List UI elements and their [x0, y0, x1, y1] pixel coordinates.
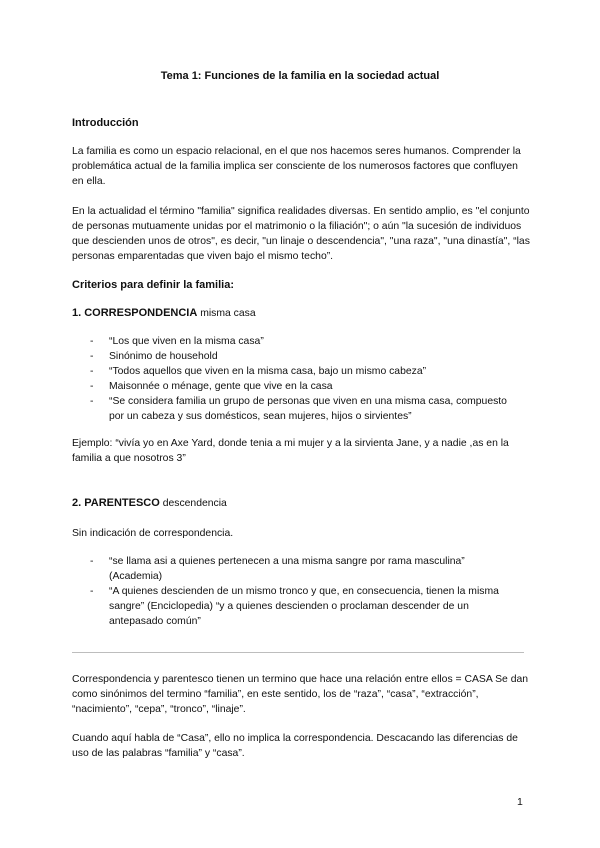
section-1-title: 1. CORRESPONDENCIA [72, 307, 198, 319]
list-item: - “se llama asi a quienes pertenecen a una misma sangre por rama masculina” (Academia) [90, 554, 520, 584]
list-item: - Maisonnée o ménage, gente que vive en la casa [90, 379, 520, 394]
closing-paragraph-1: Correspondencia y parentesco tienen un termino que hace una relación entre ellos = CASA Se dan como sinónimos del termino “familia”, en este sentido, los de “raza”, “casa”, “extracción”, “nacimiento”, “cepa”, “tronco”, “linaje”. [72, 674, 529, 715]
intro-heading: Introducción [72, 117, 139, 129]
section-1-example: Ejemplo: “vivía yo en Axe Yard, donde tenia a mi mujer y a la sirvienta Jane, y a nadie ,as en la familia a que nosotros 3” [72, 438, 509, 464]
section-2-title: 2. PARENTESCO [72, 497, 160, 509]
list-item: - “Todos aquellos que viven en la misma casa, bajo un mismo cabeza” [90, 364, 520, 379]
section-2-list [90, 554, 520, 629]
section-2-heading [72, 496, 532, 511]
list-item: - “A quienes descienden de un mismo tronco y que, en consecuencia, tienen la misma sangre” (Enciclopedia) “y a quienes descienden o proclaman descender de un antepasado común” [90, 584, 520, 629]
section-1-subtitle: misma casa [200, 308, 256, 319]
list-item: - “Los que viven en la misma casa” [90, 334, 520, 349]
section-1-list [90, 334, 520, 424]
intro-paragraph-1: La familia es como un espacio relacional, en el que nos hacemos seres humanos. Comprender la problemática actual de la familia implica ser consciente de los numerosos factores que confluyen en ella. [72, 146, 521, 187]
list-item: - Sinónimo de household [90, 349, 520, 364]
criterios-heading: Criterios para definir la familia: [72, 279, 234, 291]
section-2-note: Sin indicación de correspondencia. [72, 528, 234, 539]
page-number: 1 [517, 796, 523, 808]
closing-paragraph-2: Cuando aquí habla de “Casa”, ello no implica la correspondencia. Descacando las diferencias de uso de las palabras “familia” y “casa”. [72, 733, 518, 759]
intro-paragraph-2: En la actualidad el término "familia" significa realidades diversas. En sentido amplio, es "el conjunto de personas mutuamente unidas por el matrimonio o la filiación"; o aún "la sucesión de individuos que descienden unos de otros", es decir, "un linaje o descendencia", "una raza", "una dinastía", “las personas emparentadas que viven bajo el mismo techo”. [72, 206, 530, 262]
page-title: Tema 1: Funciones de la familia en la sociedad actual [160, 70, 440, 82]
section-2-subtitle: descendencia [162, 498, 227, 509]
list-item: - “Se considera familia un grupo de personas que viven en una misma casa, compuesto por un cabeza y sus domésticos, sean mujeres, hijos o sirvientes” [90, 394, 520, 424]
section-1-heading [72, 306, 532, 321]
horizontal-divider [72, 652, 524, 653]
